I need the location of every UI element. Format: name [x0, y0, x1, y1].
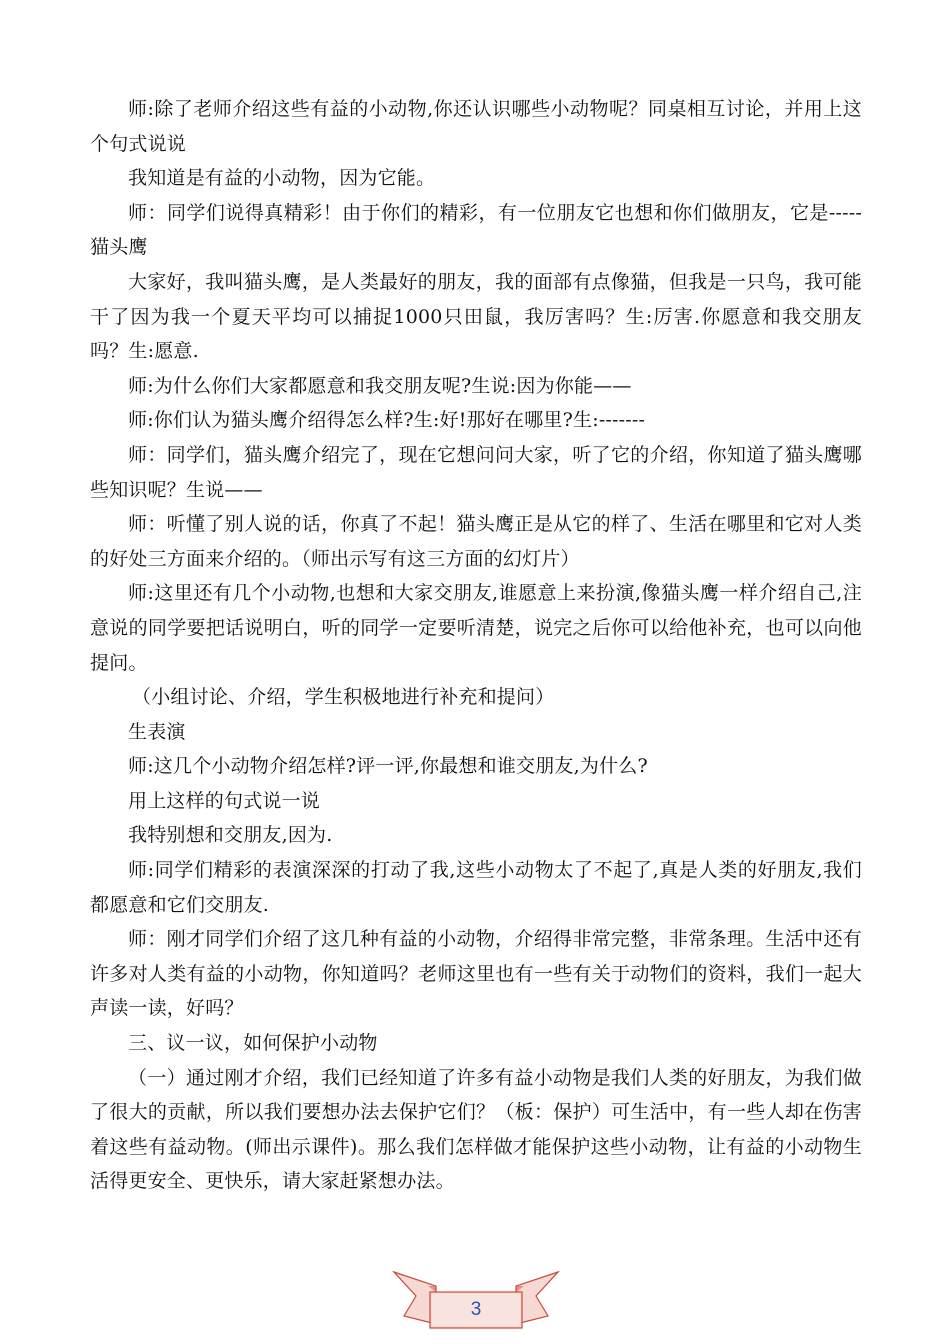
page-number-badge [392, 1262, 560, 1338]
paragraph-three-aspects: 师：听懂了别人说的话，你真了不起！猫头鹰正是从它的样了、生活在哪里和它对人类的好处三方面来介绍的。（师出示写有这三方面的幻灯片） [90, 513, 862, 570]
paragraph-protect-animals: （一）通过刚才介绍，我们已经知道了许多有益小动物是我们人类的好朋友，为我们做了很大的贡献，所以我们要想办法去保护它们？（板：保护）可生活中，有一些人却在伤害着这些有益动物。(师出示课件)。那么我们怎样做才能保护这些小动物，让有益的小动物生活得更安全、更快乐，请大家赶紧想办法。 [90, 1066, 862, 1193]
paragraph-want-friend: 我特别想和交朋友,因为. [128, 824, 333, 847]
page-number: 3 [470, 1299, 482, 1320]
paragraph-owl-speech: 大家好，我叫猫头鹰，是人类最好的朋友，我的面部有点像猫，但我是一只鸟，我可能干了因为我一个夏天平均可以捕捉1000只田鼠，我厉害吗？生:厉害.你愿意和我交朋友吗？生:愿意. [90, 270, 862, 363]
paragraph-role-play: 师:这里还有几个小动物,也想和大家交朋友,谁愿意上来扮演,像猫头鹰一样介绍自己,注意说的同学要把话说明白，听的同学一定要听清楚，说完之后你可以给他补充，也可以向他提问。 [90, 582, 862, 674]
paragraph-owl-intro: 师：同学们说得真精彩！由于你们的精彩，有一位朋友它也想和你们做朋友，它是-----猫头鹰 [90, 201, 862, 259]
paragraph-group-discussion: （小组讨论、介绍，学生积极地进行补充和提问） [132, 686, 555, 709]
section-heading-protect: 三、议一议，如何保护小动物 [128, 1032, 378, 1055]
paragraph-more-animals: 师：刚才同学们介绍了这几种有益的小动物，介绍得非常完整，非常条理。生活中还有许多对人类有益的小动物，你知道吗？老师这里也有一些有关于动物们的资料，我们一起大声读一读，好吗？ [90, 928, 862, 1020]
document-body [90, 92, 862, 1199]
paragraph-owl-asks: 师：同学们，猫头鹰介绍完了，现在它想问问大家，听了它的介绍，你知道了猫头鹰哪些知识呢？生说—— [90, 443, 862, 501]
paragraph-moved: 师:同学们精彩的表演深深的打动了我,这些小动物太了不起了,真是人类的好朋友,我们都愿意和它们交朋友. [90, 859, 862, 916]
paragraph-comment: 师:这几个小动物介绍怎样?评一评,你最想和谁交朋友,为什么? [128, 755, 648, 778]
paragraph-evaluate-owl: 师:你们认为猫头鹰介绍得怎么样?生:好!那好在哪里?生:------- [128, 409, 646, 432]
paragraph-sentence-pattern: 我知道是有益的小动物，因为它能。 [128, 167, 436, 190]
paragraph-why-friends: 师:为什么你们大家都愿意和我交朋友呢?生说:因为你能—— [128, 374, 632, 397]
paragraph-use-pattern: 用上这样的句式说一说 [128, 789, 321, 812]
paragraph-student-performance: 生表演 [128, 720, 186, 743]
paragraph-teacher-question: 师:除了老师介绍这些有益的小动物,你还认识哪些小动物呢？同桌相互讨论，并用上这个句式说说 [90, 98, 862, 155]
